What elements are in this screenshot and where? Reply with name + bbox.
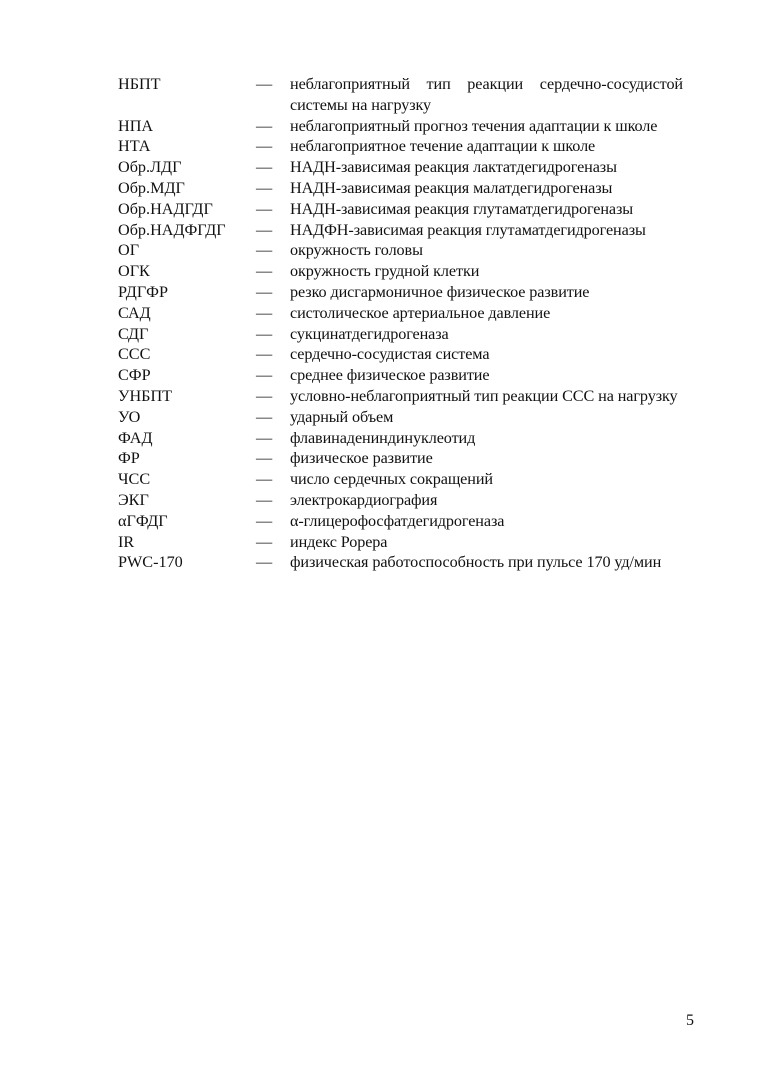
abbreviation-definition: среднее физическое развитие: [290, 366, 490, 385]
abbreviation-definition: сердечно-сосудистая система: [290, 345, 490, 364]
abbreviation-definition: флавинадениндинуклеотид: [290, 428, 476, 447]
abbreviation-term: СФР: [118, 366, 151, 385]
abbreviation-definition: число сердечных сокращений: [290, 470, 493, 489]
abbreviation-term: ОГ: [118, 241, 140, 260]
page-number: 5: [686, 1012, 694, 1029]
abbreviation-definition: окружность грудной клетки: [290, 262, 480, 281]
abbreviation-term: НБПТ: [118, 75, 161, 93]
abbreviation-row: [118, 344, 683, 365]
abbreviation-term: ОГК: [118, 262, 150, 281]
abbreviation-row: [118, 303, 683, 324]
abbreviation-term: PWC-170: [118, 553, 183, 572]
abbreviation-dash: —: [256, 262, 273, 281]
abbreviation-term: РДГФР: [118, 282, 168, 301]
abbreviation-dash: —: [256, 386, 273, 405]
abbreviation-row: [118, 136, 683, 157]
abbreviation-definition: физическая работоспособность при пульсе 170 уд/мин: [290, 553, 662, 572]
abbreviation-term: Обр.МДГ: [118, 178, 185, 197]
abbreviation-row: [118, 74, 683, 116]
abbreviation-row: [118, 365, 683, 386]
abbreviation-definition: резко дисгармоничное физическое развитие: [290, 282, 590, 301]
abbreviation-definition: НАДН-зависимая реакция лактатдегидрогеназы: [290, 158, 617, 177]
abbreviation-term: НПА: [118, 116, 154, 135]
abbreviation-row: [118, 469, 683, 490]
abbreviation-term: УНБПТ: [118, 386, 173, 405]
abbreviation-dash: —: [256, 366, 273, 385]
abbreviation-term: Обр.ЛДГ: [118, 158, 182, 177]
abbreviation-definition: электрокардиография: [290, 490, 438, 509]
abbreviation-row: [118, 407, 683, 428]
abbreviation-dash: —: [256, 511, 273, 530]
abbreviation-list: [118, 74, 683, 573]
abbreviation-row: [118, 490, 683, 511]
abbreviation-dash: —: [256, 428, 273, 447]
abbreviation-term: IR: [118, 532, 135, 551]
abbreviation-definition: ударный объем: [290, 407, 394, 426]
abbreviation-definition: α-глицерофосфатдегидрогеназа: [290, 511, 505, 530]
abbreviation-term: ЧСС: [118, 470, 151, 489]
abbreviation-dash: —: [256, 324, 273, 343]
abbreviation-row: [118, 386, 683, 407]
abbreviation-definition: физическое развитие: [290, 449, 433, 468]
abbreviation-row: [118, 240, 683, 261]
abbreviation-dash: —: [256, 303, 273, 322]
abbreviation-row: [118, 199, 683, 220]
abbreviation-dash: —: [256, 158, 273, 177]
abbreviation-definition: сукцинатдегидрогеназа: [290, 324, 449, 343]
abbreviation-row: [118, 448, 683, 469]
abbreviation-definition: неблагоприятное течение адаптации к школе: [290, 137, 596, 156]
abbreviation-row: [118, 116, 683, 137]
abbreviation-term: НТА: [118, 137, 151, 156]
abbreviation-row: [118, 511, 683, 532]
abbreviation-dash: —: [256, 553, 273, 572]
abbreviation-dash: —: [256, 532, 273, 551]
abbreviation-definition: НАДН-зависимая реакция глутаматдегидрогеназы: [290, 199, 634, 218]
abbreviation-row: [118, 552, 683, 573]
abbreviation-definition: индекс Рорера: [290, 532, 388, 551]
abbreviation-dash: —: [256, 241, 273, 260]
abbreviation-definition: неблагоприятный тип реакции сердечно-сосудистой системы на нагрузку: [290, 75, 683, 114]
abbreviation-row: [118, 220, 683, 241]
abbreviation-term: СДГ: [118, 324, 149, 343]
abbreviation-term: УО: [118, 407, 141, 426]
abbreviation-row: [118, 157, 683, 178]
abbreviation-definition: неблагоприятный прогноз течения адаптации к школе: [290, 116, 658, 135]
abbreviation-row: [118, 428, 683, 449]
abbreviation-dash: —: [256, 407, 273, 426]
abbreviation-term: ССС: [118, 345, 151, 364]
abbreviation-term: αГФДГ: [118, 511, 168, 530]
abbreviation-definition: систолическое артериальное давление: [290, 303, 551, 322]
abbreviation-dash: —: [256, 178, 273, 197]
abbreviation-term: САД: [118, 303, 151, 322]
abbreviation-row: [118, 282, 683, 303]
abbreviation-dash: —: [256, 449, 273, 468]
abbreviation-definition: НАДН-зависимая реакция малатдегидрогеназы: [290, 178, 613, 197]
abbreviation-row: [118, 532, 683, 553]
abbreviation-row: [118, 178, 683, 199]
abbreviation-dash: —: [256, 220, 273, 239]
abbreviation-dash: —: [256, 282, 273, 301]
abbreviation-dash: —: [256, 116, 273, 135]
abbreviation-row: [118, 261, 683, 282]
abbreviation-dash: —: [256, 490, 273, 509]
abbreviation-dash: —: [256, 137, 273, 156]
abbreviation-term: Обр.НАДГДГ: [118, 199, 213, 218]
abbreviation-dash: —: [256, 345, 273, 364]
abbreviation-dash: —: [256, 75, 273, 93]
abbreviation-term: Обр.НАДФГДГ: [118, 220, 226, 239]
abbreviation-dash: —: [256, 199, 273, 218]
abbreviation-term: ФАД: [118, 428, 153, 447]
abbreviation-row: [118, 324, 683, 345]
abbreviation-definition: окружность головы: [290, 241, 423, 260]
abbreviation-definition: НАДФН-зависимая реакция глутаматдегидрогеназы: [290, 220, 646, 239]
abbreviation-definition: условно-неблагоприятный тип реакции ССС на нагрузку: [290, 386, 678, 405]
abbreviation-term: ЭКГ: [118, 490, 149, 509]
abbreviation-dash: —: [256, 470, 273, 489]
abbreviation-term: ФР: [118, 449, 140, 468]
